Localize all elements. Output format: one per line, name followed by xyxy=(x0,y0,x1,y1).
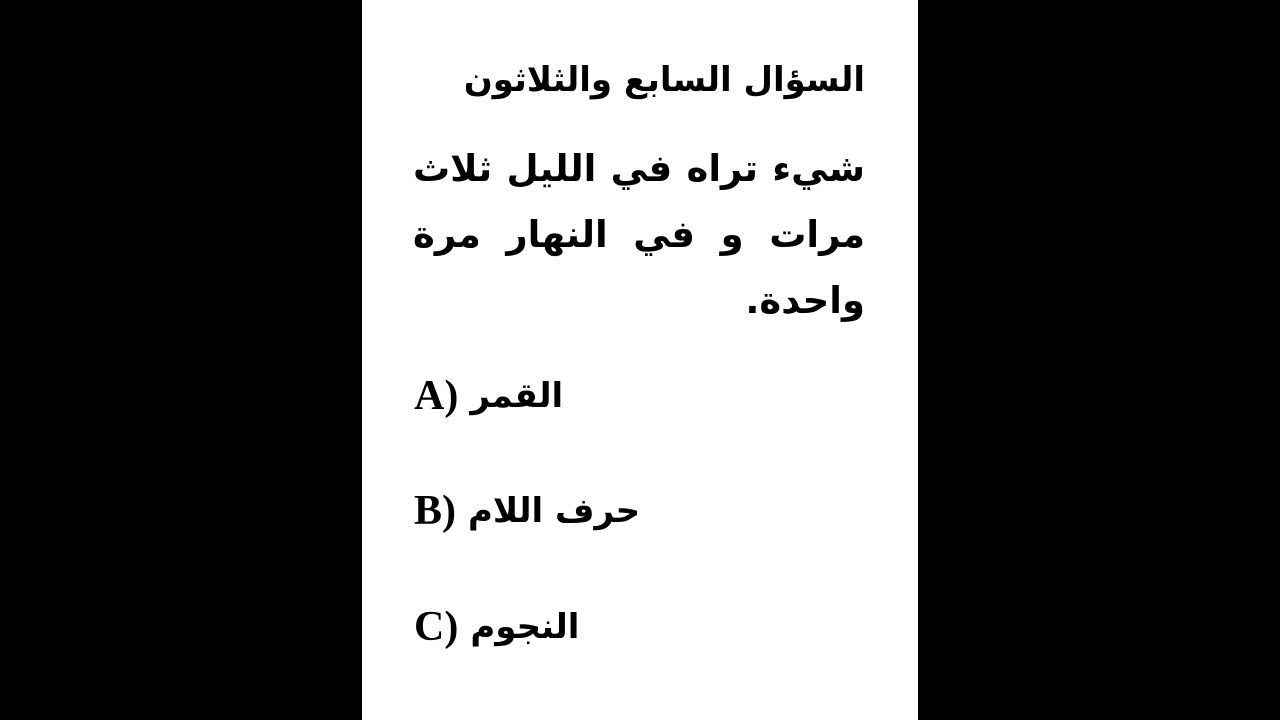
option-c-letter: C) xyxy=(414,604,459,650)
option-c-text: النجوم xyxy=(470,607,580,647)
question-card xyxy=(362,0,918,720)
option-b-letter: B) xyxy=(414,488,456,534)
option-a xyxy=(414,366,563,426)
option-a-letter: A) xyxy=(414,373,459,419)
option-b xyxy=(414,481,640,541)
option-a-text: القمر xyxy=(470,376,564,416)
question-text: شيء تراه في الليل ثلاث مرات و في النهار مرة واحدة. xyxy=(413,147,865,322)
question-title: السؤال السابع والثلاثون xyxy=(463,60,865,100)
option-b-text: حرف اللام xyxy=(468,491,641,531)
option-c xyxy=(414,597,579,657)
